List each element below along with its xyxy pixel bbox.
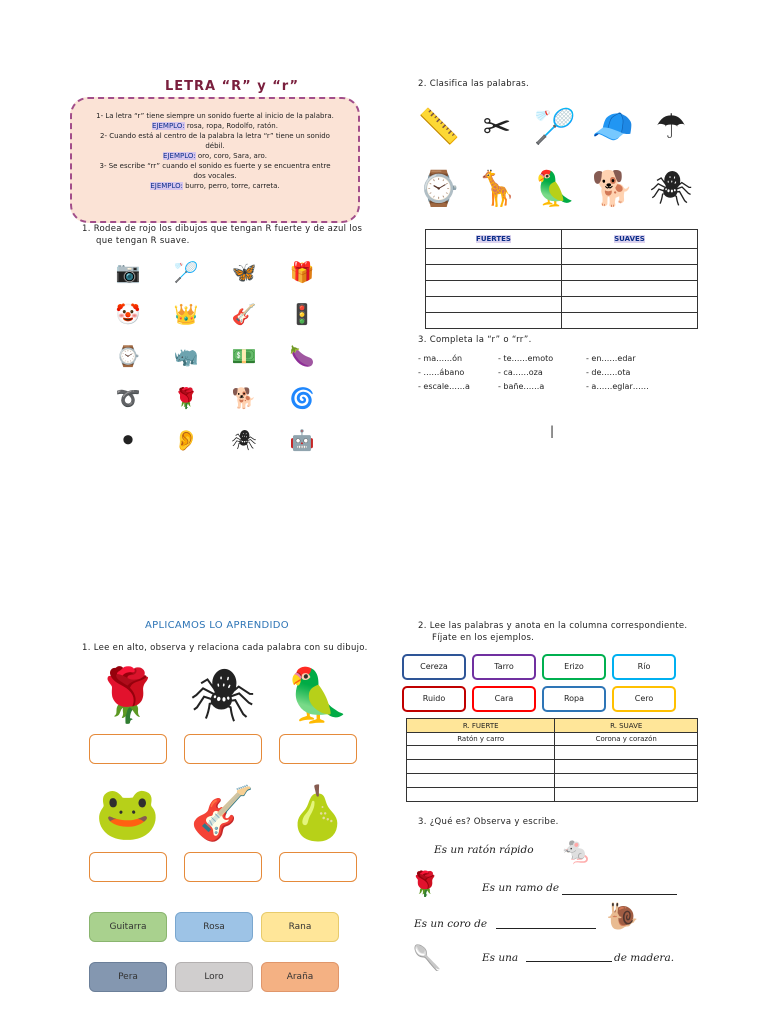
table-cell[interactable] xyxy=(555,746,698,760)
giraffe-icon: 🦒 xyxy=(475,169,519,209)
frog-icon: 🐸 xyxy=(95,784,160,844)
rose-icon[interactable]: 🌹 xyxy=(173,386,199,410)
table-header-fuerte: R. FUERTE xyxy=(407,719,555,733)
guitar-icon[interactable]: 🎸 xyxy=(231,302,257,326)
rule-2-example xyxy=(72,151,358,161)
ear-icon[interactable]: 👂 xyxy=(173,428,199,452)
word-box[interactable]: Río xyxy=(612,654,676,680)
fill-item[interactable]: - escale……a xyxy=(418,382,470,391)
roses-icon: 🌹 xyxy=(410,870,440,898)
racket-icon[interactable]: 🏸 xyxy=(173,260,199,284)
sentence-4: Es una xyxy=(482,952,519,964)
scissors-icon: ✂ xyxy=(482,107,512,147)
answer-box[interactable] xyxy=(279,852,357,882)
section-title: APLICAMOS LO APRENDIDO xyxy=(145,620,289,631)
answer-box[interactable] xyxy=(184,852,262,882)
rule-3-example xyxy=(72,181,358,191)
eggplant-icon[interactable]: 🍆 xyxy=(289,344,315,368)
answer-line[interactable] xyxy=(562,894,677,895)
rule-3: 3- Se escribe “rr” cuando el sonido es fuerte y se encuentra entre xyxy=(99,162,331,170)
fill-row xyxy=(418,354,708,368)
picture-card xyxy=(270,778,365,898)
example-words: oro, coro, Sara, aro. xyxy=(195,152,267,160)
word-card[interactable]: Rana xyxy=(261,912,339,942)
parrot-icon: 🦜 xyxy=(533,169,577,209)
fill-item[interactable]: - bañe……a xyxy=(498,382,545,391)
table-cell[interactable] xyxy=(426,313,562,329)
table-cell[interactable] xyxy=(407,788,555,802)
ruler-icon: 📏 xyxy=(417,107,461,147)
spider-icon: 🕷 xyxy=(649,169,693,209)
question-3-title: 3. Completa la “r” o “rr”. xyxy=(418,335,532,345)
sentence-3: Es un coro de xyxy=(414,918,488,930)
sort-table xyxy=(406,718,698,802)
fill-item[interactable]: - de……ota xyxy=(586,368,631,377)
table-example: Corona y corazón xyxy=(555,733,698,746)
table-header-fuertes: FUERTES xyxy=(426,230,562,249)
fill-row xyxy=(418,368,708,382)
table-cell[interactable] xyxy=(407,746,555,760)
picture-grid xyxy=(110,257,340,467)
watch-icon: ⌚ xyxy=(417,169,461,209)
answer-line[interactable] xyxy=(526,961,612,962)
robot-icon[interactable]: 🤖 xyxy=(289,428,315,452)
word-boxes xyxy=(402,654,692,714)
table-cell[interactable] xyxy=(555,760,698,774)
table-cell[interactable] xyxy=(562,281,698,297)
fill-item[interactable]: - ……ábano xyxy=(418,368,465,377)
question-2-line: Fíjate en los ejemplos. xyxy=(432,633,535,643)
word-card[interactable]: Loro xyxy=(175,962,253,992)
rule-2-cont: débil. xyxy=(205,142,225,150)
butterfly-icon[interactable]: 🦋 xyxy=(231,260,257,284)
umbrella-icon: ☂ xyxy=(655,107,687,147)
question-2-line: 2. Lee las palabras y anota en la columna correspondiente. xyxy=(418,621,688,631)
spider-icon[interactable]: 🕷 xyxy=(231,428,257,452)
word-box[interactable]: Erizo xyxy=(542,654,606,680)
question-1-line: que tengan R suave. xyxy=(96,236,190,246)
table-cell[interactable] xyxy=(407,774,555,788)
racket-icon: 🏸 xyxy=(533,107,577,147)
rhino-icon[interactable]: 🦏 xyxy=(173,344,199,368)
tire-icon[interactable]: ⚫ xyxy=(119,428,137,452)
rules-box xyxy=(70,97,360,223)
fill-item[interactable]: - te……emoto xyxy=(498,354,554,363)
question-1-line: 1. Rodea de rojo los dibujos que tengan R fuerte y de azul los xyxy=(82,224,363,234)
picture-card xyxy=(270,660,365,778)
fill-row xyxy=(418,382,708,396)
word-box[interactable]: Ropa xyxy=(542,686,606,712)
clown-icon[interactable]: 🤡 xyxy=(115,302,141,326)
word-card[interactable]: Guitarra xyxy=(89,912,167,942)
picture-card xyxy=(175,778,270,898)
fill-item[interactable]: - ca……oza xyxy=(498,368,543,377)
hose-icon[interactable]: 🌀 xyxy=(289,386,315,410)
table-cell[interactable] xyxy=(426,249,562,265)
fill-item[interactable]: - en……edar xyxy=(586,354,636,363)
picture-card xyxy=(175,660,270,778)
word-box[interactable]: Cero xyxy=(612,686,676,712)
word-bank xyxy=(85,912,355,1002)
rule-1: 1- La letra “r” tiene siempre un sonido fuerte al inicio de la palabra. xyxy=(96,112,334,120)
classify-table xyxy=(425,229,698,329)
mouse-icon: 🐁 xyxy=(560,836,593,866)
crown-icon[interactable]: 👑 xyxy=(173,302,199,326)
answer-box[interactable] xyxy=(279,734,357,764)
gift-icon[interactable]: 🎁 xyxy=(289,260,315,284)
dog-icon[interactable]: 🐕 xyxy=(231,386,257,410)
camera-icon[interactable]: 📷 xyxy=(115,260,141,284)
wool-hat-icon: 🧢 xyxy=(591,107,635,147)
rule-3-cont: dos vocales. xyxy=(193,172,237,180)
example-label: EJEMPLO: xyxy=(152,122,185,130)
fill-item[interactable]: - a……eglar…… xyxy=(586,382,649,391)
table-cell[interactable] xyxy=(407,760,555,774)
guitar-icon: 🎸 xyxy=(190,784,255,844)
table-header-suaves: SUAVES xyxy=(562,230,698,249)
sentence-2: Es un ramo de xyxy=(482,882,560,894)
table-cell[interactable] xyxy=(562,297,698,313)
word-card[interactable]: Araña xyxy=(261,962,339,992)
spider-icon: 🕷 xyxy=(189,666,256,726)
table-cell[interactable] xyxy=(562,265,698,281)
example-label: EJEMPLO: xyxy=(163,152,196,160)
worksheet-title: LETRA “R” y “r” xyxy=(165,79,299,94)
table-cell[interactable] xyxy=(562,313,698,329)
word-box[interactable]: Ruido xyxy=(402,686,466,712)
sentence-1: Es un ratón rápido xyxy=(434,844,534,856)
watch-icon[interactable]: ⌚ xyxy=(115,344,141,368)
word-card[interactable]: Rosa xyxy=(175,912,253,942)
pear-icon: 🍐 xyxy=(285,784,350,844)
rule-1-example xyxy=(72,121,358,131)
question-1 xyxy=(82,223,372,247)
word-card[interactable]: Pera xyxy=(89,962,167,992)
rose-icon: 🌹 xyxy=(95,666,160,726)
answer-box[interactable] xyxy=(89,734,167,764)
table-cell[interactable] xyxy=(426,281,562,297)
table-cell[interactable] xyxy=(562,249,698,265)
rule-2: 2- Cuando está al centro de la palabra la letra “r” tiene un sonido xyxy=(100,132,330,140)
table-header-suave: R. SUAVE xyxy=(555,719,698,733)
spoon-icon: 🥄 xyxy=(412,944,442,972)
question-3: 3. ¿Qué es? Observa y escribe. xyxy=(418,817,559,827)
money-icon[interactable]: 💵 xyxy=(231,344,257,368)
table-cell[interactable] xyxy=(426,297,562,313)
example-label: EJEMPLO: xyxy=(150,182,183,190)
answer-line[interactable] xyxy=(496,928,596,929)
table-cell[interactable] xyxy=(555,774,698,788)
traffic-light-icon[interactable]: 🚦 xyxy=(289,302,315,326)
parrot-icon: 🦜 xyxy=(285,666,350,726)
word-box[interactable]: Tarro xyxy=(472,654,536,680)
table-cell[interactable] xyxy=(555,788,698,802)
question-2 xyxy=(418,620,708,644)
match-pictures xyxy=(80,660,370,900)
question-2-title: 2. Clasifica las palabras. xyxy=(418,79,529,89)
answer-box[interactable] xyxy=(184,734,262,764)
text-cursor: | xyxy=(550,424,555,438)
classify-pictures xyxy=(410,96,700,224)
example-words: rosa, ropa, Rodolfo, ratón. xyxy=(184,122,278,130)
table-example: Ratón y carro xyxy=(407,733,555,746)
fill-in-exercise xyxy=(418,354,708,396)
table-cell[interactable] xyxy=(426,265,562,281)
match-question: 1. Lee en alto, observa y relaciona cada palabra con su dibujo. xyxy=(82,643,368,653)
sentence-4-end: de madera. xyxy=(614,952,675,964)
fill-item[interactable]: - ma……ón xyxy=(418,354,463,363)
example-words: burro, perro, torre, carreta. xyxy=(182,182,280,190)
what-is-it-exercise xyxy=(410,836,710,986)
snails-icon: 🐌 xyxy=(606,902,639,932)
word-box[interactable]: Cara xyxy=(472,686,536,712)
picture-card xyxy=(80,778,175,898)
answer-box[interactable] xyxy=(89,852,167,882)
picture-card xyxy=(80,660,175,778)
dog-icon: 🐕 xyxy=(591,169,635,209)
belt-icon[interactable]: ➰ xyxy=(115,386,141,410)
word-box[interactable]: Cereza xyxy=(402,654,466,680)
